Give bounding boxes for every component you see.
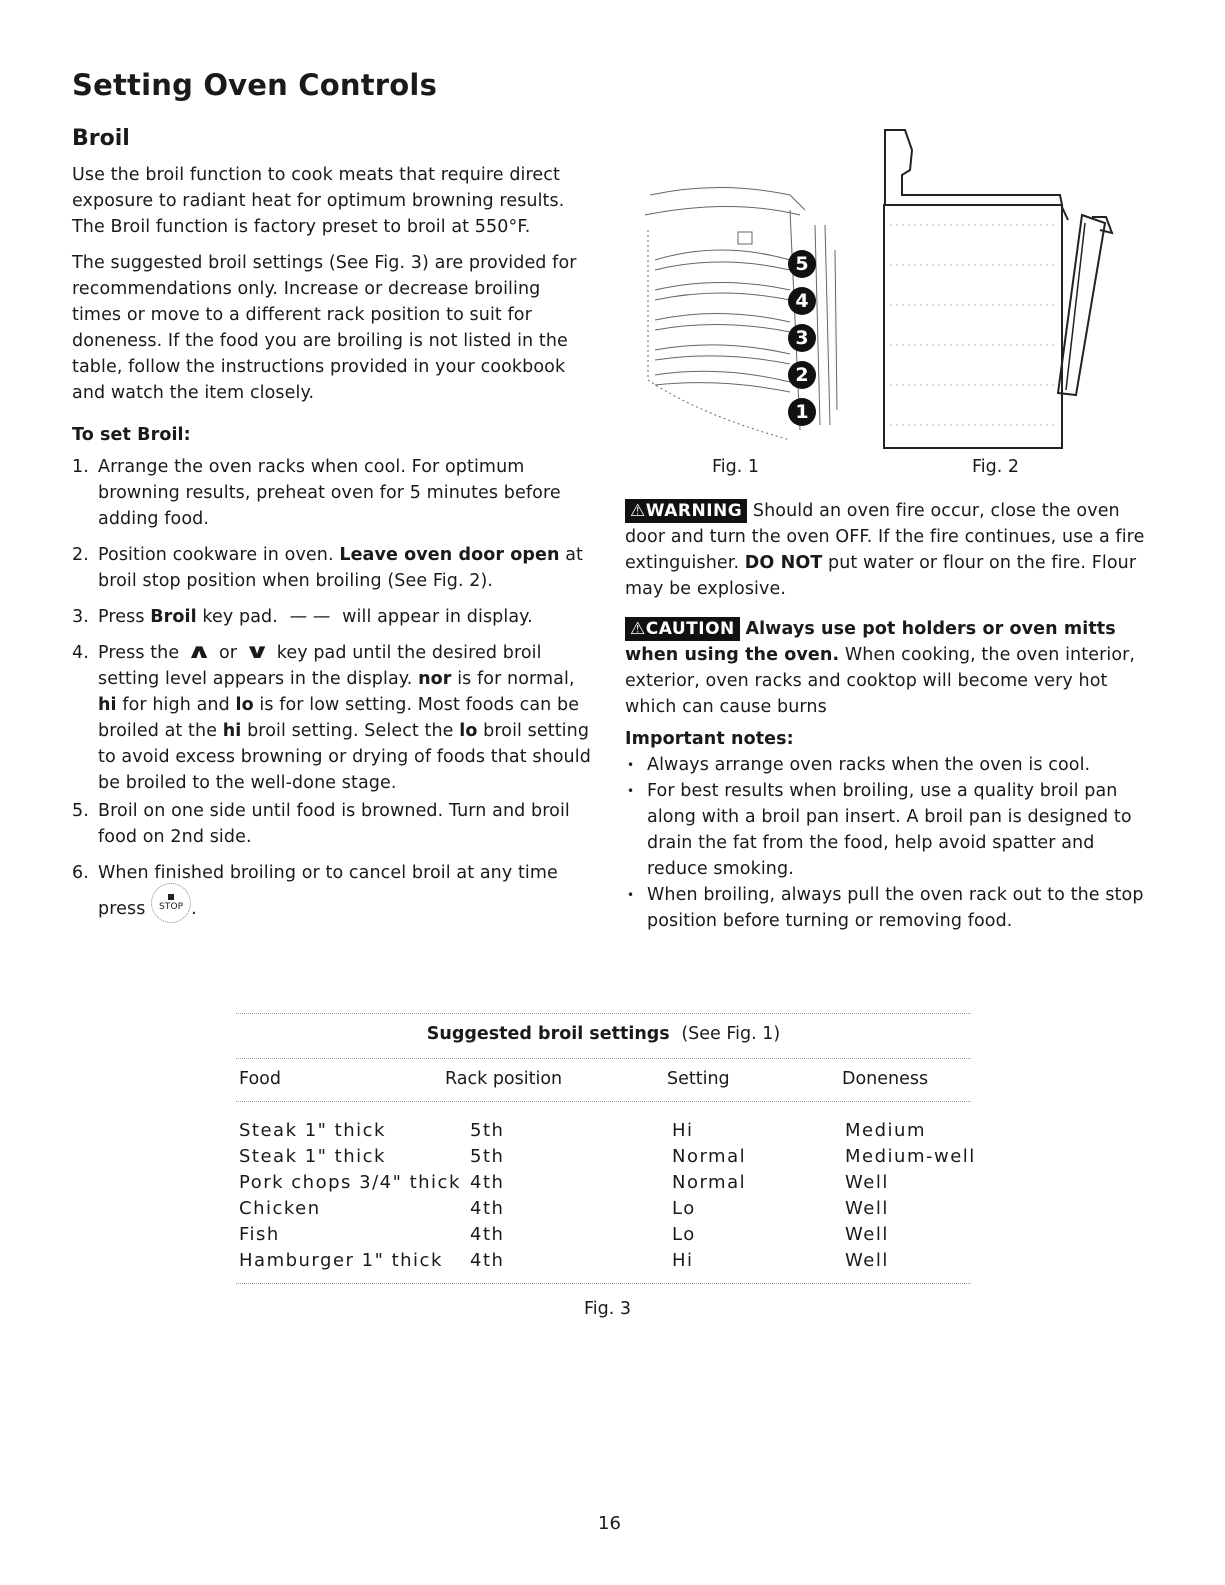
warning-text: Should an oven fire occur, close the oven door and turn the oven OFF. If the fire continues, use a fire extinguisher. bbox=[625, 501, 1145, 573]
cell-setting: Hi bbox=[672, 1250, 694, 1271]
step-text: broil setting. Select the bbox=[247, 721, 454, 741]
cell-setting: Normal bbox=[672, 1172, 747, 1193]
display-dashes: — — bbox=[289, 607, 331, 627]
step-number: 2. bbox=[72, 545, 89, 565]
note-item: • Always arrange oven racks when the oven is cool. bbox=[625, 752, 1145, 778]
rack-1-icon: 1 bbox=[788, 398, 816, 426]
rack-3-icon: 3 bbox=[788, 324, 816, 352]
right-column bbox=[625, 498, 1145, 934]
cell-setting: Normal bbox=[672, 1146, 747, 1167]
cell-food: Fish bbox=[239, 1224, 280, 1245]
rack-2-icon: 2 bbox=[788, 361, 816, 389]
cell-doneness: Medium bbox=[845, 1120, 926, 1141]
oven-door-open-diagram bbox=[880, 125, 1125, 455]
step-text: press bbox=[98, 899, 146, 919]
step-2 bbox=[72, 542, 592, 594]
step-text: Press bbox=[98, 607, 145, 627]
step-text: Press the bbox=[98, 643, 180, 663]
cell-food: Pork chops 3/4" thick bbox=[239, 1172, 461, 1193]
table-title-ref: (See Fig. 1) bbox=[681, 1024, 781, 1044]
step-emphasis: lo bbox=[235, 695, 254, 715]
intro-paragraph-1: Use the broil function to cook meats that require direct exposure to radiant heat for optimum browning results. The Broil function is factory preset to broil at 550°F. bbox=[72, 165, 565, 237]
stop-key-icon bbox=[151, 883, 191, 923]
step-text: Position cookware in oven. bbox=[98, 545, 334, 565]
table-title bbox=[236, 1024, 971, 1044]
step-text: Broil on one side until food is browned. Turn and broil food on 2nd side. bbox=[98, 801, 570, 847]
cell-doneness: Well bbox=[845, 1250, 889, 1271]
table-body-rule bbox=[236, 1101, 971, 1102]
cell-food: Steak 1" thick bbox=[239, 1146, 386, 1167]
caution-emphasis: Always use pot holders or oven mitts when using the oven. bbox=[625, 619, 1116, 665]
step-emphasis: nor bbox=[418, 669, 452, 689]
caution-text: When cooking, the oven interior, exterior, oven racks and cooktop will become very hot which can cause burns bbox=[625, 645, 1136, 717]
cell-rack-position: 4th bbox=[470, 1198, 505, 1219]
step-number: 4. bbox=[72, 643, 89, 663]
section-title: Broil bbox=[72, 126, 130, 151]
notes-heading: Important notes: bbox=[625, 729, 794, 749]
step-text: or bbox=[218, 643, 238, 663]
figure-1-label: Fig. 1 bbox=[712, 457, 760, 477]
oven-rack-diagram bbox=[640, 170, 850, 455]
cell-setting: Hi bbox=[672, 1120, 694, 1141]
cell-doneness: Medium-well bbox=[845, 1146, 976, 1167]
cell-doneness: Well bbox=[845, 1172, 889, 1193]
step-text: key pad. bbox=[202, 607, 278, 627]
cell-rack-position: 4th bbox=[470, 1224, 505, 1245]
rack-4-icon: 4 bbox=[788, 287, 816, 315]
step-emphasis: lo bbox=[459, 721, 478, 741]
step-text: Arrange the oven racks when cool. For optimum browning results, preheat oven for 5 minutes before adding food. bbox=[98, 457, 561, 529]
step-text: at broil stop position when broiling (See Fig. 2). bbox=[98, 545, 584, 591]
step-text: is for low setting. Most foods can be broiled at the bbox=[98, 695, 580, 741]
step-number: 1. bbox=[72, 457, 89, 477]
step-text: key pad until the desired broil setting level appears in the display. bbox=[98, 643, 542, 689]
cell-setting: Lo bbox=[672, 1224, 696, 1245]
down-arrow-icon: ∨ bbox=[243, 639, 270, 663]
step-text: will appear in display. bbox=[342, 607, 533, 627]
step-3 bbox=[72, 604, 592, 630]
notes-list bbox=[625, 752, 1145, 934]
step-emphasis: Leave oven door open bbox=[339, 545, 560, 565]
page-number: 16 bbox=[598, 1513, 621, 1534]
stop-key-label: STOP bbox=[159, 902, 184, 912]
step-1 bbox=[72, 454, 592, 532]
step-6 bbox=[72, 860, 592, 929]
note-item: • When broiling, always pull the oven rack out to the stop position before turning or removing food. bbox=[625, 882, 1145, 934]
caution-block bbox=[625, 616, 1145, 720]
rack-5-icon: 5 bbox=[788, 250, 816, 278]
cell-food: Steak 1" thick bbox=[239, 1120, 386, 1141]
cell-rack-position: 4th bbox=[470, 1250, 505, 1271]
up-arrow-icon: ∧ bbox=[186, 639, 213, 663]
cell-rack-position: 5th bbox=[470, 1120, 505, 1141]
figure-3-label: Fig. 3 bbox=[584, 1299, 632, 1319]
steps-heading: To set Broil: bbox=[72, 425, 191, 445]
cell-rack-position: 4th bbox=[470, 1172, 505, 1193]
step-text: When finished broiling or to cancel broil at any time bbox=[98, 863, 558, 883]
cell-doneness: Well bbox=[845, 1198, 889, 1219]
intro-paragraph-2: The suggested broil settings (See Fig. 3) are provided for recommendations only. Increase or decrease broiling times or move to a different rack position to suit for doneness. If the food you are broiling is not listed in the table, follow the instructions provided in your cookbook and watch the item closely. bbox=[72, 253, 577, 403]
warning-block bbox=[625, 498, 1145, 602]
broil-key-label: Broil bbox=[150, 607, 197, 627]
table-header-rule bbox=[236, 1058, 971, 1059]
warning-text: put water or flour on the fire. Flour may be explosive. bbox=[625, 553, 1137, 599]
step-text: broil setting to avoid excess browning or drying of foods that should be broiled to the well-done stage. bbox=[98, 721, 591, 793]
steps-list bbox=[72, 454, 592, 929]
step-5 bbox=[72, 798, 592, 850]
cell-food: Hamburger 1" thick bbox=[239, 1250, 443, 1271]
rack-markers bbox=[788, 250, 818, 426]
step-number: 5. bbox=[72, 801, 89, 821]
header-doneness: Doneness bbox=[842, 1069, 929, 1089]
step-emphasis: hi bbox=[98, 695, 117, 715]
step-text: . bbox=[191, 899, 197, 919]
step-text: is for normal, bbox=[457, 669, 575, 689]
header-rack-position: Rack position bbox=[445, 1069, 563, 1089]
step-4 bbox=[72, 640, 592, 796]
step-number: 6. bbox=[72, 863, 89, 883]
table-top-rule bbox=[236, 1013, 971, 1014]
header-setting: Setting bbox=[667, 1069, 730, 1089]
figure-2-label: Fig. 2 bbox=[972, 457, 1020, 477]
caution-badge: ⚠CAUTION bbox=[625, 617, 740, 641]
warning-badge: ⚠WARNING bbox=[625, 499, 747, 523]
left-column bbox=[72, 162, 592, 939]
step-number: 3. bbox=[72, 607, 89, 627]
cell-setting: Lo bbox=[672, 1198, 696, 1219]
cell-food: Chicken bbox=[239, 1198, 321, 1219]
table-bottom-rule bbox=[236, 1283, 971, 1284]
warning-emphasis: DO NOT bbox=[744, 553, 823, 573]
cell-rack-position: 5th bbox=[470, 1146, 505, 1167]
page-title: Setting Oven Controls bbox=[72, 68, 438, 102]
step-emphasis: hi bbox=[222, 721, 242, 741]
cell-doneness: Well bbox=[845, 1224, 889, 1245]
table-title-text: Suggested broil settings bbox=[426, 1024, 670, 1044]
note-item: • For best results when broiling, use a quality broil pan along with a broil pan insert. A broil pan is designed to drain the fat from the food, help avoid spatter and reduce smoking. bbox=[625, 778, 1145, 882]
step-text: for high and bbox=[122, 695, 230, 715]
header-food: Food bbox=[239, 1069, 281, 1089]
